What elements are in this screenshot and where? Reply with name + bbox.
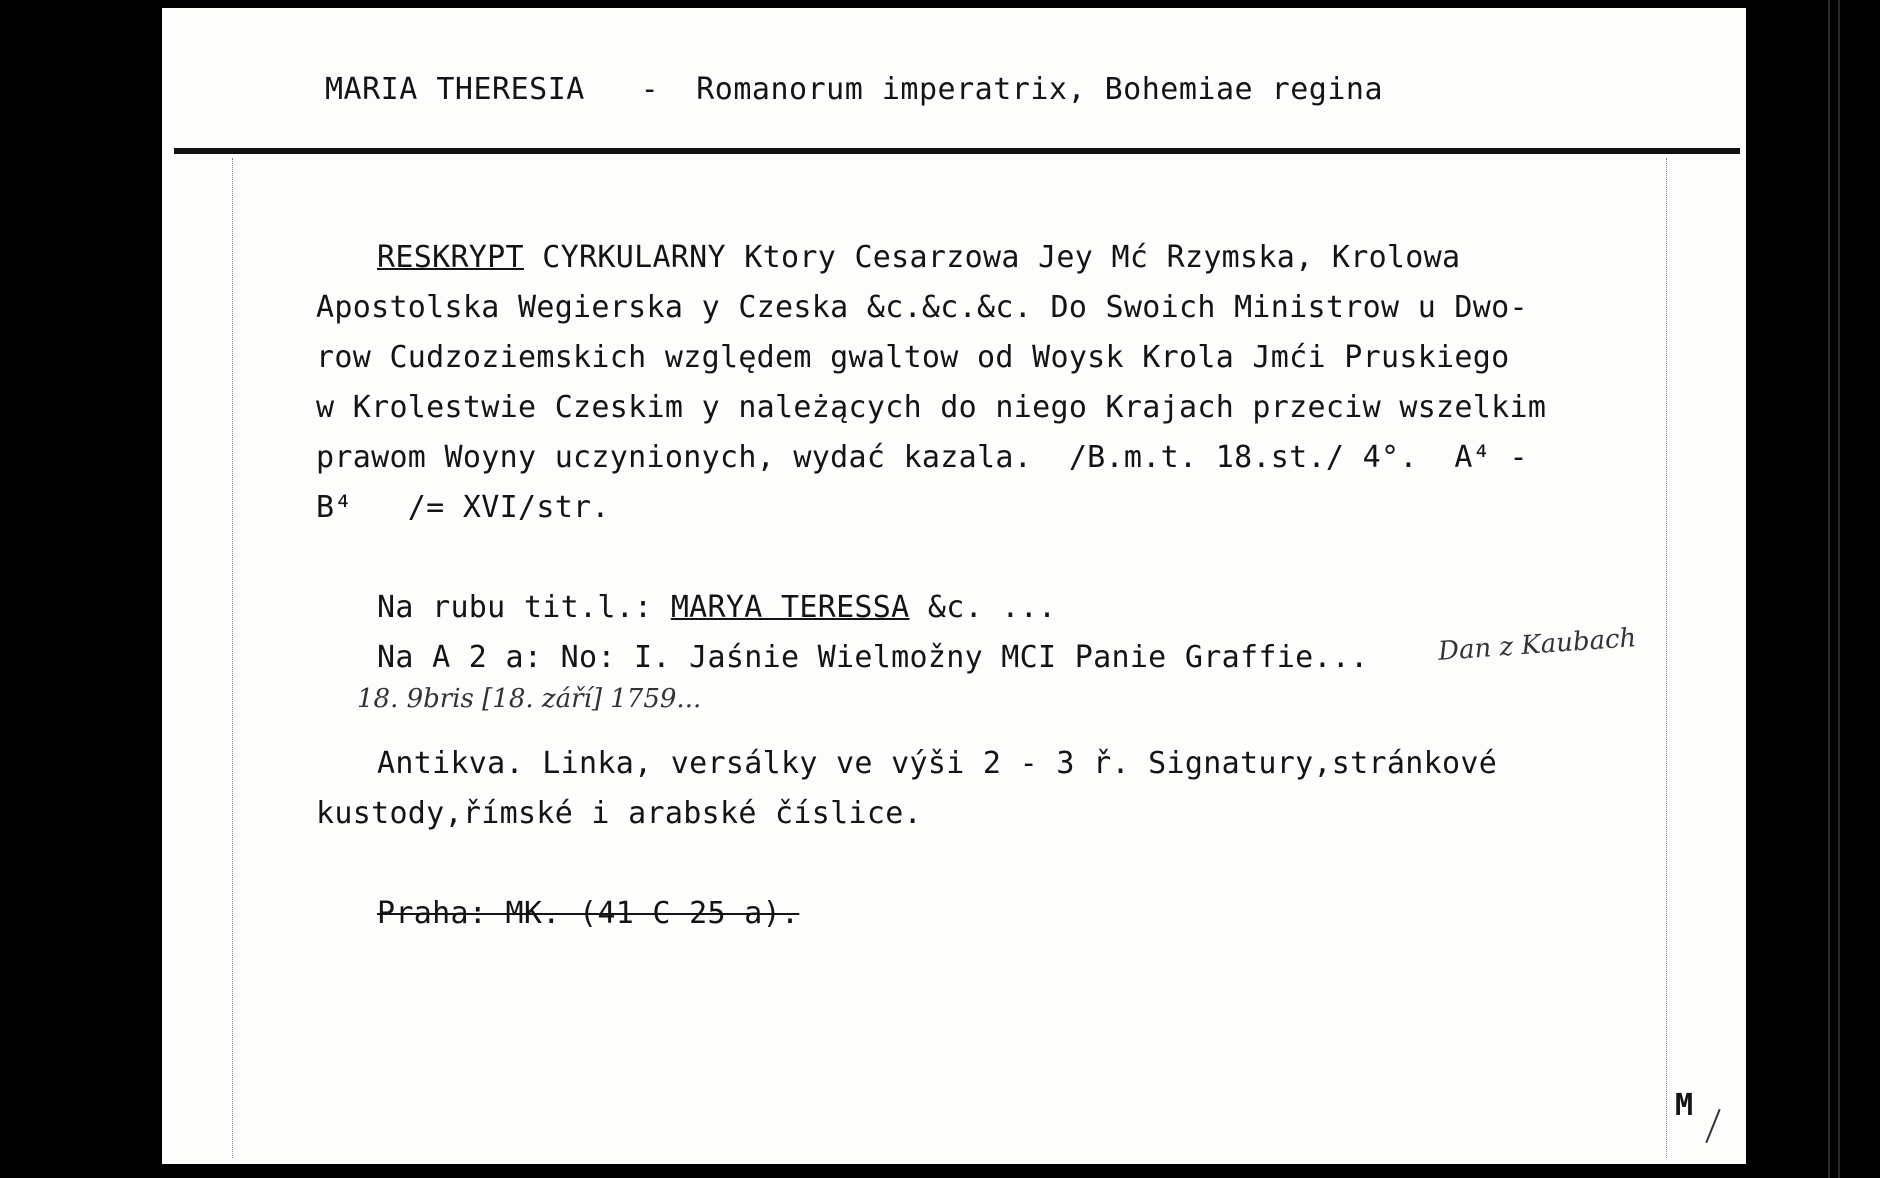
corner-mark: M (1675, 1088, 1694, 1123)
description-line-2: kustody,římské i arabské číslice. (316, 796, 922, 831)
entry-line-3: row Cudzoziemskich względem gwaltow od Woysk Krola Jmći Pruskiego (316, 340, 1510, 375)
header-rule (174, 148, 1740, 154)
verso-label: Na rubu tit.l.: (377, 590, 653, 625)
entry-keyword: RESKRYPT (377, 240, 524, 275)
handwritten-note-1: Dan z Kaubach (1437, 623, 1638, 667)
verso-note (377, 590, 1056, 625)
author-title: Romanorum imperatrix, Bohemiae regina (696, 72, 1384, 107)
corner-slash (1705, 1109, 1720, 1143)
author-name: MARIA THERESIA (325, 72, 585, 107)
verso-value: MARYA TERESSA (670, 590, 910, 625)
verso-rest: &c. ... (927, 590, 1057, 625)
handwritten-note-2: 18. 9bris [18. září] 1759... (357, 684, 702, 714)
entry-line-6: B⁴ /= XVI/str. (316, 490, 610, 525)
entry-keyword-2: CYRKULARNY (542, 240, 726, 275)
entry-line-1 (377, 240, 1460, 275)
right-margin-line (1666, 158, 1667, 1158)
card-header (325, 72, 1383, 107)
catalog-card (162, 8, 1746, 1164)
location-struck: Praha: MK. (41 C 25 a). (377, 896, 800, 931)
entry-line-4: w Krolestwie Czeskim y należących do niego Krajach przeciw wszelkim (316, 390, 1547, 425)
left-margin-line (232, 158, 233, 1158)
entry-line-1-rest: Ktory Cesarzowa Jey Mć Rzymska, Krolowa (744, 240, 1461, 275)
film-edge-strip (1828, 0, 1840, 1178)
description-line-1: Antikva. Linka, versálky ve výši 2 - 3 ř. Signatury,stránkové (377, 746, 1498, 781)
a2-note: Na A 2 a: No: I. Jaśnie Wielmožny MCI Panie Graffie... (377, 640, 1369, 675)
entry-line-5: prawom Woyny uczynionych, wydać kazala. /B.m.t. 18.st./ 4°. A⁴ - (316, 440, 1528, 475)
entry-line-2: Apostolska Wegierska y Czeska &c.&c.&c. Do Swoich Ministrow u Dwo- (316, 290, 1528, 325)
header-dash: - (640, 72, 660, 107)
